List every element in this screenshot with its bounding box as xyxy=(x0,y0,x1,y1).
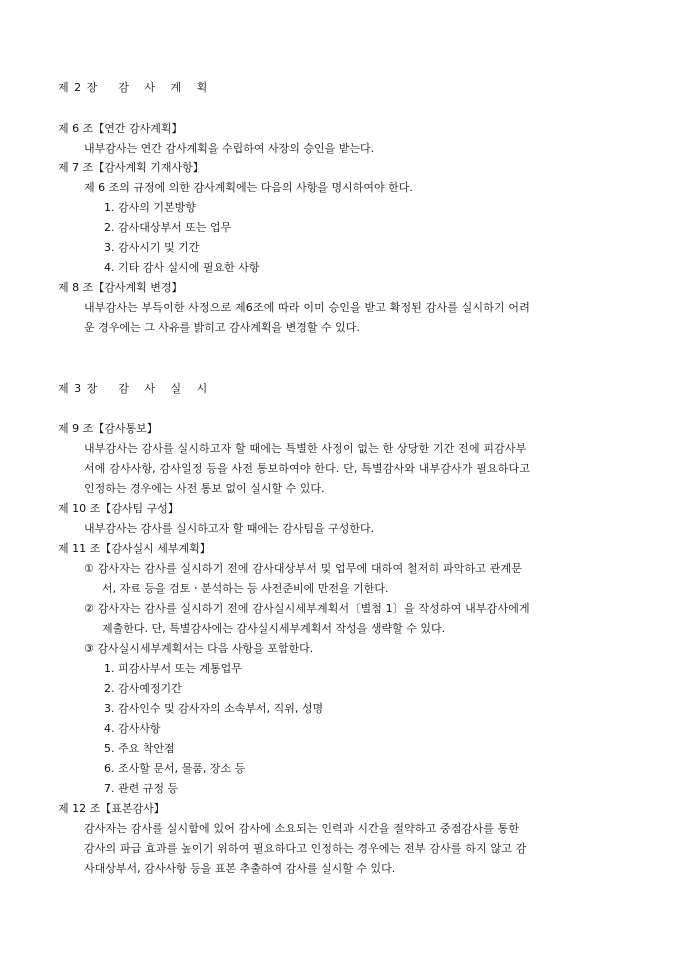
list-item: 4. 기타 감사 실시에 필요한 사항 xyxy=(104,261,260,274)
list-item: 4. 감사사항 xyxy=(104,722,161,735)
article-body-line: 서에 감사사항, 감사일정 등을 사전 통보하여야 한다. 단, 특별감사와 내부감사가 필요하다고 xyxy=(84,462,531,475)
list-item: 3. 감사시기 및 기간 xyxy=(104,241,200,254)
article-body-line: 인정하는 경우에는 사전 통보 없이 실시할 수 있다. xyxy=(84,482,325,495)
paragraph-line: ① 감사자는 감사를 실시하기 전에 감사대상부서 및 업무에 대하여 철저히 파악하고 관계문 xyxy=(84,562,523,575)
article-intro: 제 6 조의 규정에 의한 감사계획에는 다음의 사항을 명시하여야 한다. xyxy=(84,181,413,194)
chapter-heading xyxy=(58,81,213,95)
article-body-line: 감사의 파급 효과를 높이기 위하여 필요하다고 인정하는 경우에는 전부 감사를 하지 않고 감 xyxy=(84,842,527,855)
list-item: 1. 피감사부서 또는 계통업무 xyxy=(104,662,242,675)
article-heading: 제 6 조【연간 감사계획】 xyxy=(58,122,183,135)
article-heading: 제 11 조【감사실시 세부계획】 xyxy=(58,542,211,555)
chapter-number: 제 2 장 xyxy=(58,81,99,94)
paragraph-line: ② 감사자는 감사를 실시하기 전에 감사실시세부계획서〔별첨 1〕을 작성하여 내부감사에게 xyxy=(84,602,530,615)
list-item: 7. 관련 규정 등 xyxy=(104,782,179,795)
list-item: 3. 감사인수 및 감사자의 소속부서, 직위, 성명 xyxy=(104,702,324,715)
list-item: 2. 감사대상부서 또는 업무 xyxy=(104,221,232,234)
chapter-number: 제 3 장 xyxy=(58,382,99,395)
list-item: 2. 감사예정기간 xyxy=(104,682,182,695)
article-heading: 제 7 조【감사계획 기재사항】 xyxy=(58,161,204,174)
article-body: 내부감사는 감사를 실시하고자 할 때에는 감사팀을 구성한다. xyxy=(84,522,375,535)
list-item: 5. 주요 착안점 xyxy=(104,742,175,755)
paragraph-line: 서, 자료 등을 검토ㆍ분석하는 등 사전준비에 만전을 기한다. xyxy=(102,582,389,595)
list-item: 1. 감사의 기본방향 xyxy=(104,201,196,214)
article-body-line: 내부감사는 감사를 실시하고자 할 때에는 특별한 사정이 없는 한 상당한 기간 전에 피감사부 xyxy=(84,442,527,455)
article-heading: 제 8 조【감사계획 변경】 xyxy=(58,281,183,294)
article-heading: 제 10 조【감사팀 구성】 xyxy=(58,502,179,515)
chapter-title: 감 사 계 획 xyxy=(118,81,214,94)
article-body-line: 운 경우에는 그 사유를 밝히고 감사계획을 변경할 수 있다. xyxy=(84,321,360,334)
chapter-heading xyxy=(58,382,213,396)
article-body-line: 내부감사는 부득이한 사정으로 제6조에 따라 이미 승인을 받고 확정된 감사를 실시하기 어려 xyxy=(84,301,530,314)
article-body: 내부감사는 연간 감사계획을 수립하여 사장의 승인을 받는다. xyxy=(84,142,375,155)
article-body-line: 사대상부서, 감사사항 등을 표본 추출하여 감사를 실시할 수 있다. xyxy=(84,862,396,875)
paragraph-line: 제출한다. 단, 특별감사에는 감사실시세부계획서 작성을 생략할 수 있다. xyxy=(102,622,446,635)
article-heading: 제 12 조【표본감사】 xyxy=(58,802,165,815)
paragraph-line: ③ 감사실시세부계획서는 다음 사항을 포함한다. xyxy=(84,642,314,655)
article-heading: 제 9 조【감사통보】 xyxy=(58,422,158,435)
article-body-line: 감사자는 감사를 실시함에 있어 감사에 소요되는 인력과 시간을 절약하고 중점감사를 통한 xyxy=(84,822,520,835)
list-item: 6. 조사할 문서, 물품, 장소 등 xyxy=(104,762,246,775)
chapter-title: 감 사 실 시 xyxy=(118,382,214,395)
